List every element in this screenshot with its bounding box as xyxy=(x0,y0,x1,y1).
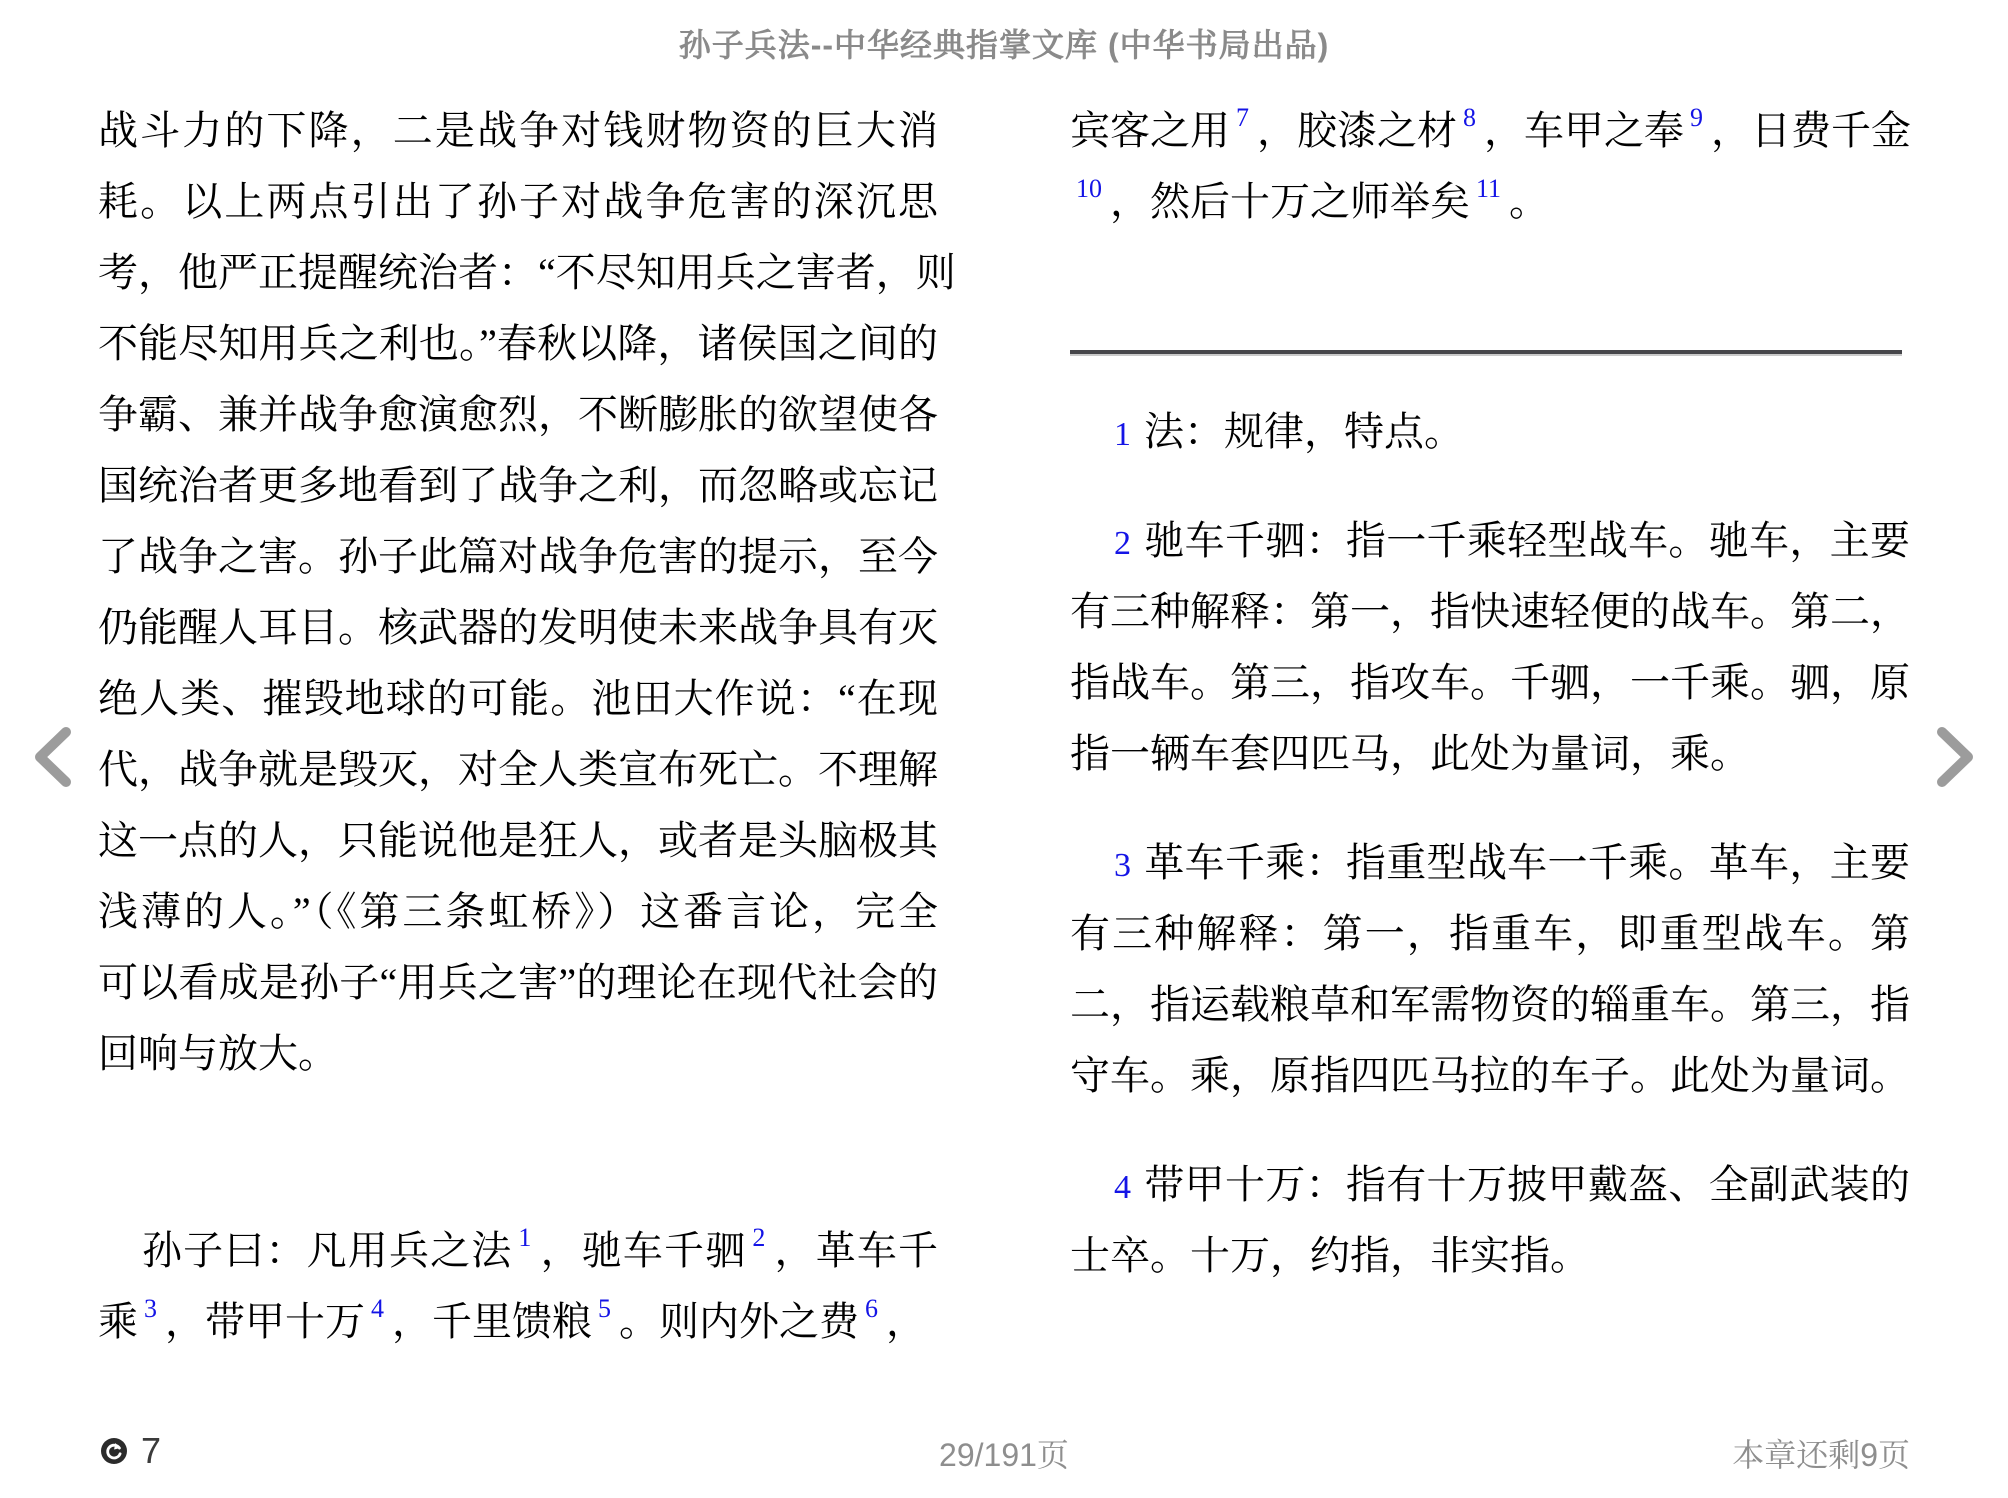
text-run: 二，指运载粮草和军需物资的辎重车。第三，指 xyxy=(1070,982,1910,1027)
text-line xyxy=(98,379,938,450)
previous-page-button[interactable] xyxy=(28,726,76,788)
text-run: 驰车千驷：指一千乘轻型战车。驰车，主要 xyxy=(1144,518,1910,563)
footnote-ref-link[interactable]: 7 xyxy=(1236,103,1249,132)
text-line xyxy=(98,166,938,237)
original-text-paragraph-left xyxy=(98,1215,938,1357)
text-run: 代，战争就是毁灭，对全人类宣布死亡。不理解 xyxy=(98,747,938,792)
text-run: 回响与放大。 xyxy=(98,1031,338,1076)
left-column xyxy=(98,95,956,1357)
text-run: ， xyxy=(886,1299,926,1344)
text-line xyxy=(98,1215,938,1286)
text-line xyxy=(98,450,938,521)
text-run: 考，他严正提醒统治者：“不尽知用兵之害者，则 xyxy=(98,250,956,295)
text-line xyxy=(98,95,938,166)
text-line xyxy=(1070,95,1910,166)
text-run: 有三种解释：第一，指重车，即重型战车。第 xyxy=(1070,911,1910,956)
text-run: 。 xyxy=(1509,179,1550,224)
text-line xyxy=(1070,827,1910,898)
text-run: 宾客之用 xyxy=(1070,108,1230,153)
footnote-number: 3 xyxy=(1114,847,1131,884)
footnote-ref-link[interactable]: 11 xyxy=(1476,174,1502,203)
next-page-button[interactable] xyxy=(1932,726,1980,788)
text-run: 可以看成是孙子“用兵之害”的理论在现代社会的 xyxy=(98,960,938,1005)
text-line xyxy=(98,592,938,663)
text-line xyxy=(98,1018,938,1089)
text-run: 浅薄的人。”（《第三条虹桥》）这番言论，完全 xyxy=(98,889,938,934)
text-line xyxy=(98,876,938,947)
footnote-ref-link[interactable]: 5 xyxy=(598,1294,611,1323)
back-page-number: 7 xyxy=(141,1430,162,1471)
text-line xyxy=(98,947,938,1018)
text-line xyxy=(1070,898,1910,969)
text-run: 乘 xyxy=(98,1299,138,1344)
text-line xyxy=(1070,505,1910,576)
text-run: ，驰车千驷 xyxy=(539,1228,747,1273)
text-run: 指一辆车套四匹马，此处为量词，乘。 xyxy=(1070,731,1750,776)
text-run: 。则内外之费 xyxy=(619,1299,859,1344)
right-column xyxy=(1070,95,1910,1291)
text-line xyxy=(98,308,938,379)
text-run: ，胶漆之材 xyxy=(1257,108,1457,153)
footnote-2 xyxy=(1070,505,1910,789)
text-run: ，革车千 xyxy=(773,1228,939,1273)
footnote-number: 4 xyxy=(1114,1169,1131,1206)
text-line xyxy=(1070,396,1910,467)
text-run: 有三种解释：第一，指快速轻便的战车。第二， xyxy=(1070,589,1910,634)
chevron-left-icon xyxy=(28,726,76,788)
footnote-ref-link[interactable]: 8 xyxy=(1463,103,1476,132)
chevron-right-icon xyxy=(1932,726,1980,788)
text-line xyxy=(1070,576,1910,647)
text-run: 争霸、兼并战争愈演愈烈，不断膨胀的欲望使各 xyxy=(98,392,938,437)
text-line xyxy=(1070,718,1910,789)
footnote-ref-link[interactable]: 10 xyxy=(1076,174,1102,203)
text-line xyxy=(1070,1220,1910,1291)
text-line xyxy=(98,1286,938,1357)
footnote-1 xyxy=(1070,396,1910,467)
text-run: ，日费千金 xyxy=(1711,108,1911,153)
commentary-paragraph xyxy=(98,95,956,1089)
chapter-pages-remaining: 本章还剩9页 xyxy=(1732,1437,1910,1473)
text-run: 守车。乘，原指四匹马拉的车子。此处为量词。 xyxy=(1070,1053,1910,1098)
text-run: 这一点的人，只能说他是狂人，或者是头脑极其 xyxy=(98,818,938,863)
footnote-ref-link[interactable]: 3 xyxy=(144,1294,157,1323)
text-line xyxy=(1070,1040,1910,1111)
text-line xyxy=(98,734,938,805)
text-run: 仍能醒人耳目。核武器的发明使未来战争具有灭 xyxy=(98,605,938,650)
footnote-number: 2 xyxy=(1114,525,1131,562)
text-run: 国统治者更多地看到了战争之利，而忽略或忘记 xyxy=(98,463,938,508)
footnote-ref-link[interactable]: 9 xyxy=(1690,103,1703,132)
text-run: 法：规律，特点。 xyxy=(1144,409,1464,454)
text-run: 耗。以上两点引出了孙子对战争危害的深沉思 xyxy=(98,179,938,224)
text-line xyxy=(98,521,938,592)
book-header-title: 孙子兵法--中华经典指掌文库 (中华书局出品) xyxy=(678,27,1330,63)
text-run: 指战车。第三，指攻车。千驷，一千乘。驷，原 xyxy=(1070,660,1910,705)
footnote-ref-link[interactable]: 4 xyxy=(371,1294,384,1323)
footnote-ref-link[interactable]: 6 xyxy=(865,1294,878,1323)
text-line xyxy=(98,237,956,308)
text-run: 革车千乘：指重型战车一千乘。革车，主要 xyxy=(1144,840,1910,885)
text-run: 带甲十万：指有十万披甲戴盔、全副武装的 xyxy=(1144,1162,1910,1207)
text-line xyxy=(98,663,938,734)
footnote-ref-link[interactable]: 1 xyxy=(518,1223,532,1252)
text-run: 士卒。十万，约指，非实指。 xyxy=(1070,1233,1590,1278)
original-text-paragraph-right xyxy=(1070,95,1910,237)
text-run: ，车甲之奉 xyxy=(1484,108,1684,153)
text-line xyxy=(1070,647,1910,718)
footnote-number: 1 xyxy=(1114,416,1131,453)
text-run: 战斗力的下降，二是战争对钱财物资的巨大消 xyxy=(98,108,938,153)
text-run: 孙子曰：凡用兵之法 xyxy=(142,1228,513,1273)
text-line xyxy=(1070,969,1910,1040)
text-run: 不能尽知用兵之利也。”春秋以降，诸侯国之间的 xyxy=(98,321,938,366)
page-indicator: 29/191页 xyxy=(939,1437,1069,1473)
footnote-4 xyxy=(1070,1149,1910,1291)
text-run: 了战争之害。孙子此篇对战争危害的提示，至今 xyxy=(98,534,938,579)
footnote-divider xyxy=(1070,350,1902,356)
text-line xyxy=(98,805,938,876)
text-line xyxy=(1070,166,1910,237)
text-run: 绝人类、摧毁地球的可能。池田大作说：“在现 xyxy=(98,676,938,721)
footnote-3 xyxy=(1070,827,1910,1111)
footnote-ref-link[interactable]: 2 xyxy=(752,1223,766,1252)
text-run: ，然后十万之师举矣 xyxy=(1110,179,1470,224)
text-run: ，千里馈粮 xyxy=(392,1299,592,1344)
text-run: ，带甲十万 xyxy=(165,1299,365,1344)
text-line xyxy=(1070,1149,1910,1220)
